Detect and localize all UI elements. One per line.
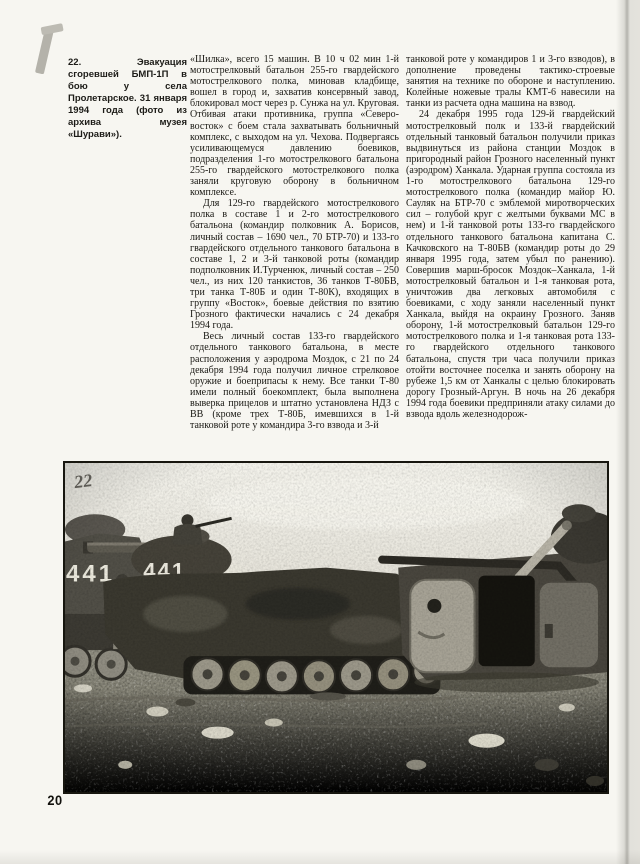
photo-illustration <box>65 463 607 792</box>
page-edge-shadow <box>616 0 640 864</box>
paragraph: Весь личный состав 133-го гвардейского отдельного танкового батальона, в месте расположения у аэродрома Моздок, с 21 по 24 декабря 1994 года получил личное стрелковое оружие и боеприпасы к нему. Все танки Т-80 имели полный боекомплект, была выполнена выверка прицелов и штатно установлена НДЗ с ВВ (кроме трех Т-80Б, имевшихся в 1-й танковой роте у командира 3-го взвода и 3-й <box>190 331 399 432</box>
vignette <box>65 463 607 792</box>
paragraph-continuation: танковой роте у командиров 1 и 3-го взводов), в дополнение проведены тактико-строевые занятия на технике по обороне и наступлению. Колейные ножевые тралы КМТ-6 навесили на танки из расчета одна машина на взвод. <box>406 54 615 110</box>
scan-corner-artifact <box>35 28 54 75</box>
margin-caption: 22. Эвакуация сгоревшей БМП-1П в бою у села Пролетарское. 31 января 1994 года (фото из архива музея «Шурави»). <box>68 57 187 140</box>
photo-corner-label: 22 <box>73 470 94 493</box>
page-number: 20 <box>47 793 63 808</box>
paragraph: 24 декабря 1995 года 129-й гвардейский мотострелковый полк и 133-й гвардейский отдельный танковый батальон получили приказ выдвинуться из района станции Моздок в пригородный район Грозного населенный пункт (аэродром) Ханкала. Ударная группа состояла из 1-го мотострелкового батальона 129-го мотострелкового полка (командир майор Ю. Сауляк на БТР-70 с эмблемой миротворческих сил – голубой круг с желтыми буквами МС в нем) и 1-й танковой роты 133-го гвардейского отдельного танкового батальона капитана С. Качковского на Т-80БВ (командир роты до 29 января 1995 года, затем убыл по ранению). Совершив марш-бросок Моздок–Ханкала, 1-й мотострелковый батальон и 1-я танковая рота, уничтожив два легковых автомобиля с боевиками, с ходу заняли населенный пункт Ханкала, выйдя на окраину Грозного. Заняв оборону, 1-й мотострелковый батальон 129-го мотострелкового полка и 1-я танковая рота 133-го гвардейского отдельного танкового батальона, спустя три часа получили приказ отойти восточнее поселка и занять оборону на рубеже 1,5 км от Ханкалы с целью блокировать дорогу Грозный-Аргун. В ночь на 26 декабря 1994 года боевики предприняли атаку силами до взвода вдоль железнодорож- <box>406 109 615 420</box>
paragraph-continuation: «Шилка», всего 15 машин. В 10 ч 02 мин 1-й мотострелковый батальон 255-го гвардейского мотострелкового полка, миновав кладбище, вошел в город и, захватив консервный завод, блокировал мост через р. Сунжа на ул. Круговая. Отбивая атаки противника, группа «Северо-восток» с боем стала захватывать больничный комплекс, с выходом на ул. Чехова. Подвергаясь усиливающемуся давлению боевиков, подразделения 1-го мотострелкового батальона 255-го гвардейского мотострелкового полка заняли круговую оборону в больничном комплексе. <box>190 54 399 199</box>
page-bottom-shadow <box>0 850 640 864</box>
text-column-2 <box>406 54 615 457</box>
photo-bmp-evacuation <box>63 461 609 794</box>
paragraph: Для 129-го гвардейского мотострелкового полка в составе 1 и 2-го мотострелкового батальона (командир полковник А. Борисов, личный состав – 1690 чел., 70 БТР-70) и 133-го гвардейского отдельного танкового батальона в составе 1, 2 и 3-й танковой роты (командир подполковник И.Турченюк, личный состав – 250 чел., из них 120 танкистов, 36 танков Т-80БВ, три танка Т-80Б и один Т-80К), входящих в группу «Восток», боевые действия по взятию Грозного фактически начались с 24 декабря 1994 года. <box>190 198 399 332</box>
text-column-1 <box>190 54 399 457</box>
